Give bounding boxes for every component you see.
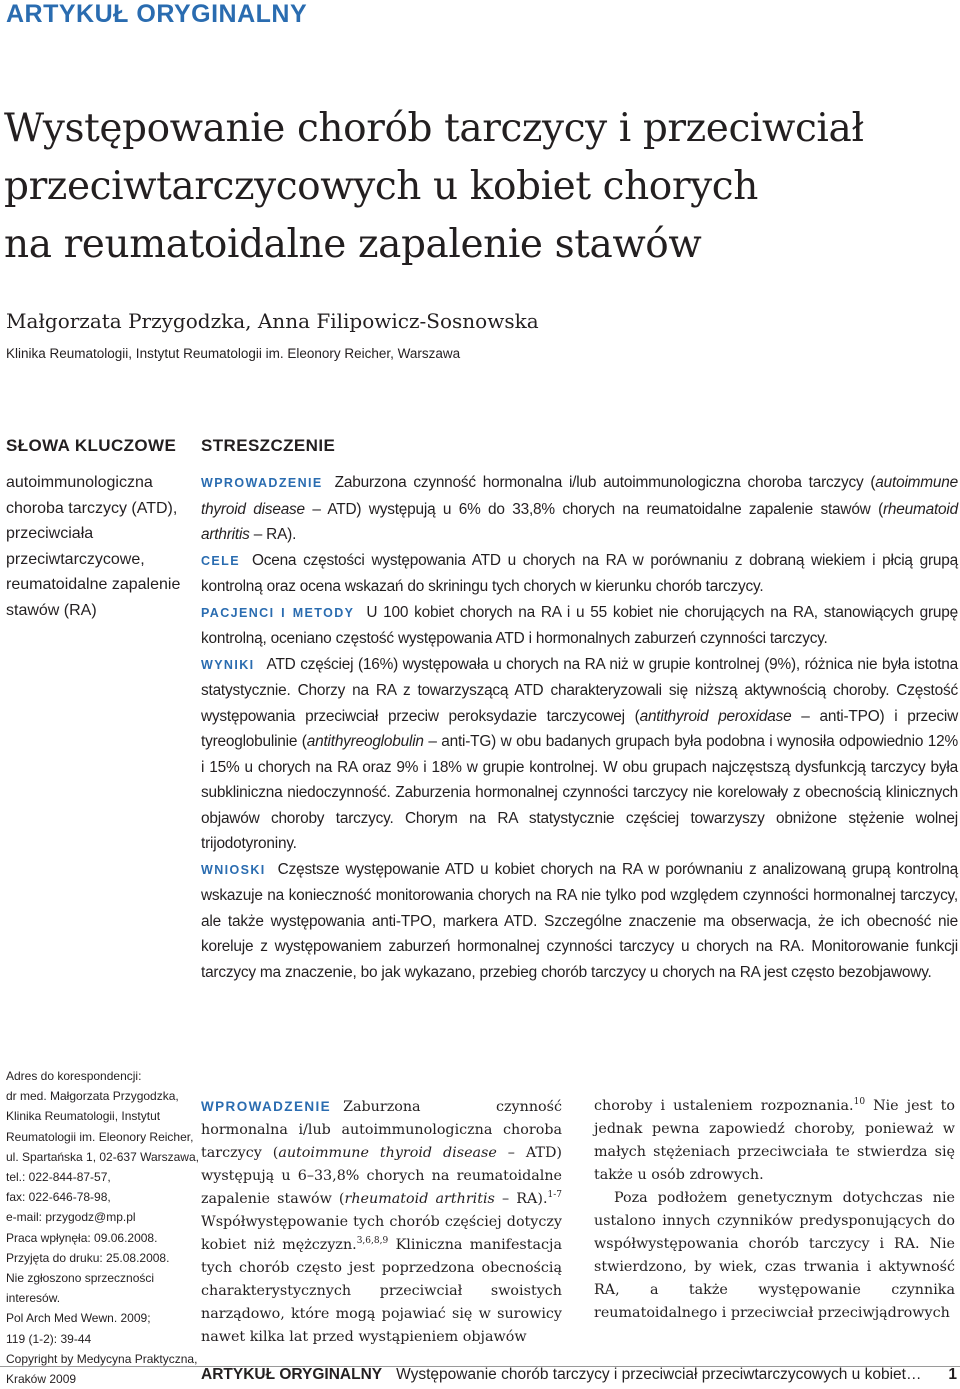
correspondence-line: tel.: 022-844-87-57, xyxy=(6,1170,111,1185)
abstract-text: Ocena częstości występowania ATD u chorych na RA w porównaniu z dobraną wiekiem i płcią grupą kontrolną oraz ocena wskazań do skriningu tych chorych w kierunku chorób tarczycy. xyxy=(201,551,958,595)
abstract-italic: autoimmune thyroid disease xyxy=(201,474,958,518)
abstract-italic: antithyreoglobulin xyxy=(306,733,424,750)
body-paragraph: Poza podłożem genetycznym dotychczas nie ustalono innych czynników predysponujących do współwystępowania chorób tarczycy i RA. Nie stwierdzono, by wiek, czas trwania i aktywność RA, a także występowanie czynnika reumatoidalnego i przeciwciał przeciwjądrowych xyxy=(594,1190,955,1321)
article-title xyxy=(4,100,944,274)
correspondence-line: Kraków 2009 xyxy=(6,1372,77,1387)
abstract-text: Zaburzona czynność hormonalna i/lub autoimmunologiczna choroba tarczycy ( xyxy=(334,474,876,491)
correspondence-line: fax: 022-646-78-98, xyxy=(6,1190,111,1205)
title-line: na reumatoidalne zapalenie stawów xyxy=(4,222,702,267)
abstract-text: – ATD) występują u 6% do 33,8% chorych na reumatoidalne zapalenie stawów ( xyxy=(304,500,883,518)
correspondence-line: Adres do korespondencji: xyxy=(6,1069,142,1083)
citation-superscript: 3,6,8,9 xyxy=(356,1236,389,1247)
body-text: Nie jest to jednak pewna zapowiedź choroby, ponieważ w małych stężeniach przeciwciała te stwierdza się także u osób zdrowych. xyxy=(594,1098,955,1183)
abstract-intro-label: WPROWADZENIE xyxy=(201,476,323,490)
correspondence-line: 119 (1-2): 39-44 xyxy=(6,1331,92,1346)
correspondence-line: Przyjęta do druku: 25.08.2008. xyxy=(6,1250,170,1265)
citation-superscript: 10 xyxy=(853,1097,866,1108)
body-column-2 xyxy=(594,1095,955,1325)
title-line: przeciwtarczycowych u kobiet chorych xyxy=(4,164,758,209)
correspondence-line: Copyright by Medycyna Praktyczna, xyxy=(6,1351,198,1366)
correspondence-line: dr med. Małgorzata Przygodzka, xyxy=(6,1089,179,1104)
abstract-aims xyxy=(201,548,958,600)
title-line: Występowanie chorób tarczycy i przeciwciał xyxy=(4,106,864,151)
correspondence-line: e-mail: przygodz@mp.pl xyxy=(6,1210,136,1225)
body-text: Współwystępowanie tych chorób częściej dotyczy kobiet niż mężczyzn. xyxy=(201,1214,562,1253)
abstract-text: Częstsze występowanie ATD u kobiet chorych na RA w porównaniu z analizowaną grupą kontrolną wskazuje na konieczność monitorowania chorych na RA nie tylko pod względem czynności hormonalnej tarczycy, ale także występowania anti-TPO, markera ATD. Szczególne znaczenie ma obserwacja, że ich obecność nie koreluje z występowaniem zaburzeń hormonalnej czynności tarczycy u chorych na RA. Monitorowanie funkcji tarczycy ma znaczenie, bo jak wykazano, przebieg chorób tarczycy u chorych na RA jest często bezobjawowy. xyxy=(201,860,958,981)
correspondence-line: Klinika Reumatologii, Instytut xyxy=(6,1109,161,1124)
body-text: Kliniczna manifestacja tych chorób często jest poprzedzona obecnością charakterystycznych przeciwciał swoistych narządowo, które mogą pojawiać się w surowicy nawet kilka lat przed wystąpieniem objawów xyxy=(201,1237,562,1345)
abstract-conclusions xyxy=(201,857,958,986)
abstract-methods-label: PACJENCI I METODY xyxy=(201,605,355,620)
authors: Małgorzata Przygodzka, Anna Filipowicz-Sosnowska xyxy=(6,309,539,333)
abstract-text: ATD częściej (16%) występowała u chorych na RA niż w grupie kontrolnej (9%), różnica nie była istotna statystycznie. Chorzy na RA z towarzyszącą ATD charakteryzowali się niższą aktywnością choroby. Częstość występowania przeciwciał przeciw peroksydazie tarczycowej ( xyxy=(201,655,958,725)
correspondence-line: interesów. xyxy=(6,1291,61,1306)
body-italic: autoimmune thyroid disease xyxy=(278,1145,497,1161)
body-italic: rheumatoid arthritis xyxy=(344,1191,495,1207)
body-paragraph xyxy=(594,1095,955,1187)
correspondence-line: Praca wpłynęła: 09.06.2008. xyxy=(6,1230,158,1245)
body-text: – ATD) występują u 6–33,8% chorych na reumatoidalne zapalenie stawów ( xyxy=(201,1145,562,1207)
abstract-intro xyxy=(201,470,958,548)
correspondence-line: Reumatologii im. Eleonory Reicher, xyxy=(6,1129,194,1144)
footer-section: ARTYKUŁ ORYGINALNY xyxy=(201,1366,383,1383)
abstract-methods xyxy=(201,600,958,652)
abstract-text: – RA). xyxy=(249,526,297,543)
correspondence-line: ul. Spartańska 1, 02-637 Warszawa, xyxy=(6,1149,199,1164)
body-text: Zaburzona czynność hormonalna i/lub autoimmunologiczna choroba tarczycy ( xyxy=(201,1099,562,1161)
correspondence-line: Nie zgłoszono sprzeczności xyxy=(6,1271,155,1286)
footer-running-title: Występowanie chorób tarczycy i przeciwciał przeciwtarczycowych u kobiet… xyxy=(396,1366,922,1383)
abstract-text: – anti-TPO) i przeciw tyreoglobulinie ( xyxy=(201,707,958,750)
citation-superscript: 1-7 xyxy=(547,1190,562,1201)
abstract-body xyxy=(201,470,958,985)
keywords-text: autoimmunologiczna choroba tarczycy (ATD), przeciwciała przeciwtarczycowe, reumatoidalne zapalenie stawów (RA) xyxy=(6,474,181,619)
abstract-heading: STRESZCZENIE xyxy=(201,436,336,455)
body-text: – RA). xyxy=(494,1191,548,1207)
running-footer xyxy=(201,1366,957,1384)
abstract-text: – anti-TG) w obu badanych grupach była podobna i wynosiła odpowiednio 12% i 15% u chorych na RA oraz 9% i 18% w grupie kontrolnej. W obu grupach najczęstszą dysfunkcją tarczycy była subkliniczna niedoczynność. Zaburzenia hormonalnej czynności tarczycy nie korelowały z obecnością klinicznych objawów choroby tarczycy. Chorym na RA statystycznie częściej towarzyszy obniżone stężenie wolnej trijodotyroniny. xyxy=(201,733,958,852)
keywords-heading: SŁOWA KLUCZOWE xyxy=(6,436,177,455)
abstract-aims-label: CELE xyxy=(201,553,240,568)
correspondence xyxy=(6,1066,199,1389)
section-label: ARTYKUŁ ORYGINALNY xyxy=(6,0,308,28)
body-column-1 xyxy=(201,1095,562,1349)
abstract-results-label: WYNIKI xyxy=(201,657,255,672)
body-intro-label: WPROWADZENIE xyxy=(201,1099,332,1114)
abstract-conclusions-label: WNIOSKI xyxy=(201,862,266,877)
abstract-italic: antithyroid peroxidase xyxy=(639,707,792,725)
page-number: 1 xyxy=(948,1366,957,1383)
abstract-results xyxy=(201,652,958,857)
abstract-italic: rheumatoid arthritis xyxy=(201,500,958,543)
abstract-text: U 100 kobiet chorych na RA i u 55 kobiet nie chorujących na RA, stanowiących grupę kontrolną, oceniano częstość występowania ATD i hormonalnych zaburzeń czynności tarczycy. xyxy=(201,603,959,647)
affiliation: Klinika Reumatologii, Instytut Reumatologii im. Eleonory Reicher, Warszawa xyxy=(6,346,461,361)
correspondence-line: Pol Arch Med Wewn. 2009; xyxy=(6,1311,151,1326)
body-text: choroby i ustaleniem rozpoznania. xyxy=(594,1098,854,1114)
